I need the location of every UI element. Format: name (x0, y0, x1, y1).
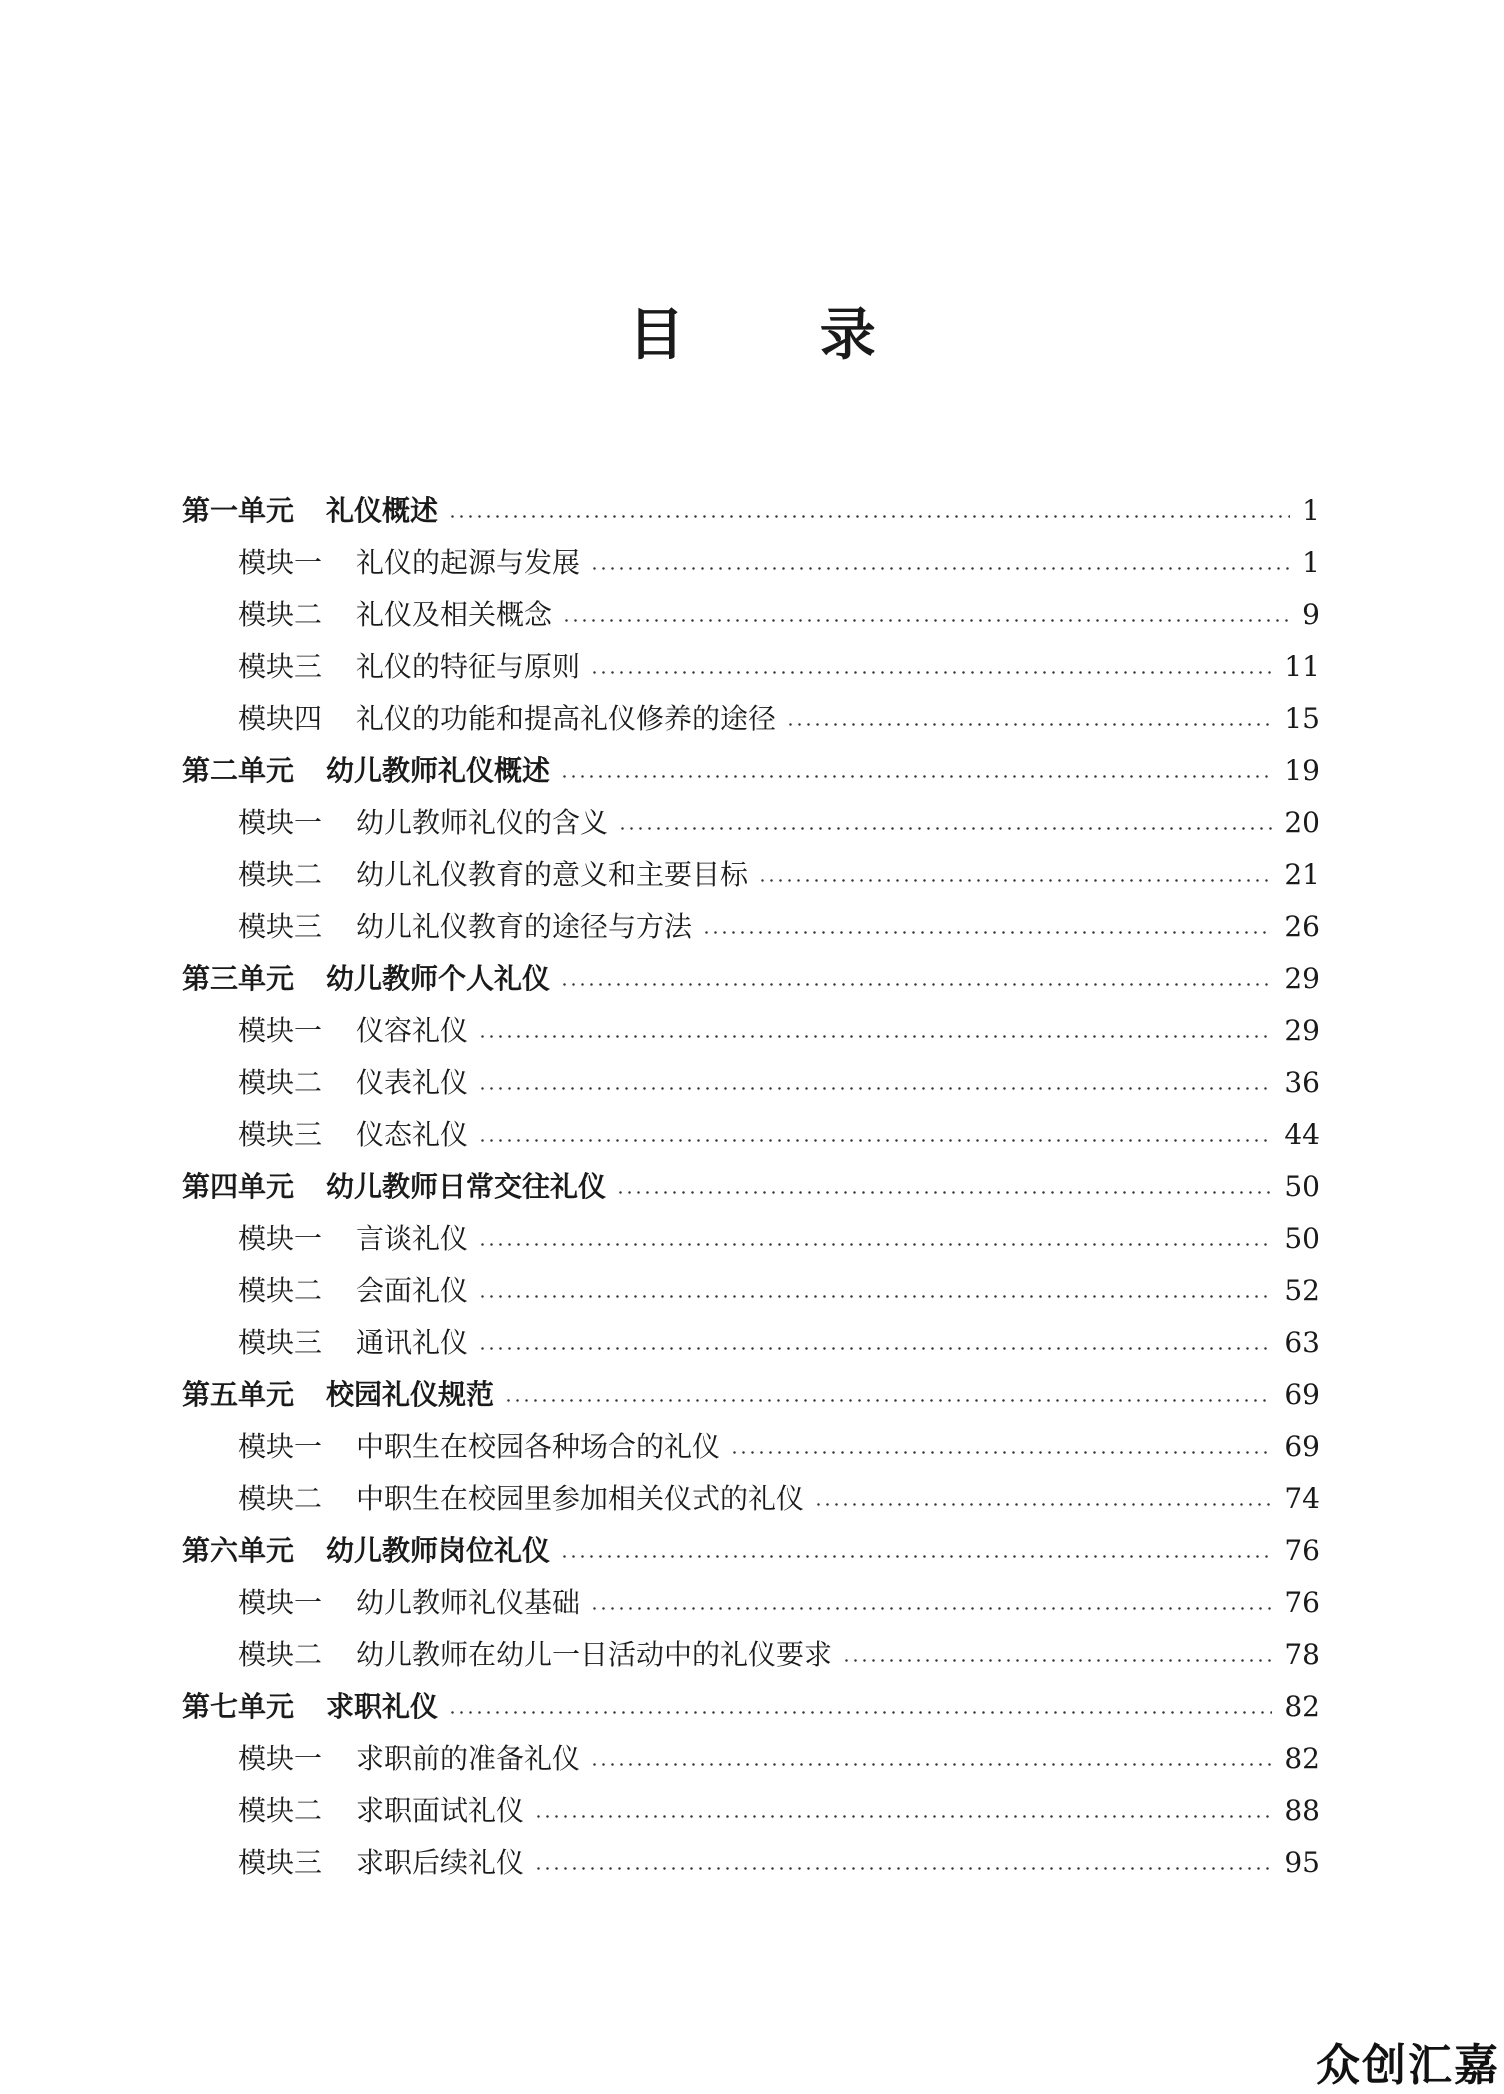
dot-leader (786, 723, 1272, 726)
toc-title: 幼儿教师在幼儿一日活动中的礼仪要求 (356, 1638, 833, 1671)
toc-page-number: 69 (1284, 1430, 1320, 1463)
dot-leader (618, 827, 1272, 830)
dot-leader (560, 775, 1272, 778)
toc-label: 第三单元 (182, 962, 295, 995)
toc-page-number: 74 (1284, 1482, 1320, 1515)
dot-leader (478, 1347, 1272, 1350)
toc-title: 仪表礼仪 (356, 1066, 469, 1099)
toc-row-module[interactable] (182, 693, 1320, 745)
page-title: 目 录 (628, 303, 934, 368)
toc-row-module[interactable] (182, 1473, 1320, 1525)
toc-page-number: 9 (1302, 598, 1320, 631)
toc-label: 模块二 (238, 598, 323, 631)
toc-title: 礼仪的起源与发展 (356, 546, 581, 579)
toc-label: 第五单元 (182, 1378, 295, 1411)
dot-leader (590, 1607, 1272, 1610)
toc-page-number: 36 (1284, 1066, 1320, 1099)
toc-page-number: 19 (1284, 754, 1320, 787)
dot-leader (590, 1763, 1272, 1766)
toc-row-module[interactable] (182, 641, 1320, 693)
toc-label: 模块二 (238, 1638, 323, 1671)
toc-row-module[interactable] (182, 537, 1320, 589)
toc-row-module[interactable] (182, 1785, 1320, 1837)
toc-label: 模块二 (238, 1274, 323, 1307)
toc-page-number: 50 (1284, 1170, 1320, 1203)
toc-row-module[interactable] (182, 1057, 1320, 1109)
dot-leader (448, 515, 1290, 518)
toc-label: 第七单元 (182, 1690, 295, 1723)
toc-row-unit-7[interactable] (182, 1681, 1320, 1733)
toc-title: 幼儿礼仪教育的意义和主要目标 (356, 858, 749, 891)
toc-row-unit-5[interactable] (182, 1369, 1320, 1421)
toc-title: 求职前的准备礼仪 (356, 1742, 581, 1775)
toc-row-module[interactable] (182, 1629, 1320, 1681)
toc-label: 第六单元 (182, 1534, 295, 1567)
toc-page-number: 82 (1284, 1742, 1320, 1775)
toc-page-number: 1 (1302, 494, 1320, 527)
toc-title: 幼儿教师礼仪的含义 (356, 806, 609, 839)
toc-page-number: 63 (1284, 1326, 1320, 1359)
toc-page-number: 44 (1284, 1118, 1320, 1151)
dot-leader (562, 619, 1290, 622)
toc-label: 模块三 (238, 650, 323, 683)
toc-title: 求职后续礼仪 (356, 1846, 525, 1879)
watermark-logo: 众创汇嘉 (1316, 2040, 1500, 2091)
toc-label: 第四单元 (182, 1170, 295, 1203)
toc-row-module[interactable] (182, 1837, 1320, 1889)
dot-leader (478, 1087, 1272, 1090)
dot-leader (448, 1711, 1272, 1714)
toc-title: 言谈礼仪 (356, 1222, 469, 1255)
dot-leader (758, 879, 1272, 882)
dot-leader (478, 1139, 1272, 1142)
toc-page-number: 11 (1284, 650, 1320, 683)
dot-leader (814, 1503, 1272, 1506)
toc-title: 中职生在校园各种场合的礼仪 (356, 1430, 721, 1463)
toc-page-number: 76 (1284, 1586, 1320, 1619)
toc-title: 礼仪的功能和提高礼仪修养的途径 (356, 702, 777, 735)
toc-title: 校园礼仪规范 (326, 1378, 495, 1411)
dot-leader (560, 1555, 1272, 1558)
dot-leader (616, 1191, 1272, 1194)
dot-leader (590, 567, 1290, 570)
toc-page-number: 82 (1284, 1690, 1320, 1723)
toc-label: 模块二 (238, 1066, 323, 1099)
toc-row-module[interactable] (182, 1005, 1320, 1057)
toc-row-module[interactable] (182, 589, 1320, 641)
toc-page-number: 50 (1284, 1222, 1320, 1255)
table-of-contents (182, 485, 1320, 1889)
dot-leader (590, 671, 1272, 674)
toc-title: 幼儿教师日常交往礼仪 (326, 1170, 607, 1203)
toc-page-number: 21 (1284, 858, 1320, 891)
toc-page-number: 88 (1284, 1794, 1320, 1827)
toc-label: 模块二 (238, 1482, 323, 1515)
toc-page-number: 95 (1284, 1846, 1320, 1879)
toc-title: 幼儿教师礼仪基础 (356, 1586, 581, 1619)
toc-row-unit-1[interactable] (182, 485, 1320, 537)
toc-title: 仪容礼仪 (356, 1014, 469, 1047)
toc-title: 礼仪概述 (326, 494, 439, 527)
toc-page-number: 1 (1302, 546, 1320, 579)
toc-title: 会面礼仪 (356, 1274, 469, 1307)
toc-label: 模块一 (238, 1430, 323, 1463)
dot-leader (842, 1659, 1272, 1662)
toc-row-module[interactable] (182, 1577, 1320, 1629)
toc-label: 模块一 (238, 1014, 323, 1047)
toc-row-module[interactable] (182, 1317, 1320, 1369)
dot-leader (730, 1451, 1272, 1454)
toc-title: 礼仪及相关概念 (356, 598, 553, 631)
toc-row-module[interactable] (182, 1109, 1320, 1161)
toc-page-number: 78 (1284, 1638, 1320, 1671)
toc-label: 模块二 (238, 858, 323, 891)
toc-label: 模块三 (238, 1846, 323, 1879)
dot-leader (478, 1295, 1272, 1298)
toc-page-number: 69 (1284, 1378, 1320, 1411)
toc-label: 模块四 (238, 702, 323, 735)
dot-leader (478, 1035, 1272, 1038)
toc-title: 通讯礼仪 (356, 1326, 469, 1359)
dot-leader (534, 1815, 1272, 1818)
toc-row-module[interactable] (182, 1421, 1320, 1473)
dot-leader (534, 1867, 1272, 1870)
toc-row-module[interactable] (182, 797, 1320, 849)
toc-title: 幼儿教师礼仪概述 (326, 754, 551, 787)
toc-label: 模块一 (238, 806, 323, 839)
toc-title: 求职面试礼仪 (356, 1794, 525, 1827)
toc-title: 幼儿教师岗位礼仪 (326, 1534, 551, 1567)
toc-row-unit-3[interactable] (182, 953, 1320, 1005)
dot-leader (478, 1243, 1272, 1246)
toc-row-module[interactable] (182, 1213, 1320, 1265)
toc-page-number: 52 (1284, 1274, 1320, 1307)
dot-leader (560, 983, 1272, 986)
toc-row-module[interactable] (182, 901, 1320, 953)
toc-title: 幼儿礼仪教育的途径与方法 (356, 910, 693, 943)
toc-title: 礼仪的特征与原则 (356, 650, 581, 683)
toc-label: 模块三 (238, 1326, 323, 1359)
dot-leader (504, 1399, 1272, 1402)
toc-label: 模块三 (238, 1118, 323, 1151)
toc-title: 中职生在校园里参加相关仪式的礼仪 (356, 1482, 805, 1515)
toc-row-unit-4[interactable] (182, 1161, 1320, 1213)
toc-page-number: 29 (1284, 962, 1320, 995)
toc-row-module[interactable] (182, 1265, 1320, 1317)
toc-row-module[interactable] (182, 1733, 1320, 1785)
toc-label: 第一单元 (182, 494, 295, 527)
toc-label: 模块三 (238, 910, 323, 943)
dot-leader (702, 931, 1272, 934)
toc-title: 仪态礼仪 (356, 1118, 469, 1151)
toc-title: 幼儿教师个人礼仪 (326, 962, 551, 995)
toc-page-number: 26 (1284, 910, 1320, 943)
toc-page-number: 76 (1284, 1534, 1320, 1567)
toc-row-module[interactable] (182, 849, 1320, 901)
toc-row-unit-6[interactable] (182, 1525, 1320, 1577)
toc-label: 模块一 (238, 1742, 323, 1775)
toc-row-unit-2[interactable] (182, 745, 1320, 797)
toc-label: 模块二 (238, 1794, 323, 1827)
toc-page-number: 20 (1284, 806, 1320, 839)
toc-page-number: 29 (1284, 1014, 1320, 1047)
toc-label: 模块一 (238, 1586, 323, 1619)
toc-title: 求职礼仪 (326, 1690, 439, 1723)
toc-label: 模块一 (238, 546, 323, 579)
toc-page-number: 15 (1284, 702, 1320, 735)
toc-label: 模块一 (238, 1222, 323, 1255)
toc-label: 第二单元 (182, 754, 295, 787)
